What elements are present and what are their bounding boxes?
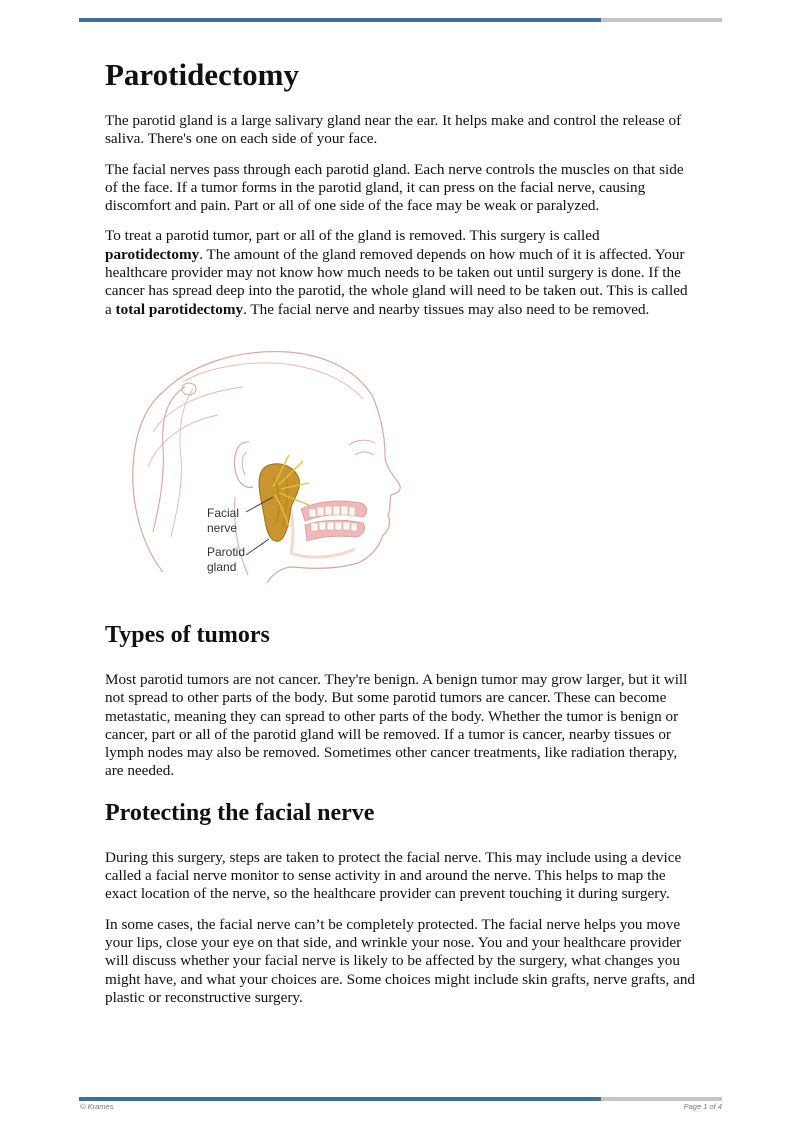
- parotid-illustration: [123, 337, 423, 587]
- treatment-bold-2: total parotidectomy: [115, 300, 244, 318]
- types-paragraph: Most parotid tumors are not cancer. They're benign. A benign tumor may grow larger, but it will not spread to other parts of the body. But some parotid tumors are cancer. These can become metastatic, meaning they can spread to other parts of the body. Whether the tumor is benign or cancer, part or all of the parotid gland will be removed. If a tumor is cancer, nearby tissues or lymph nodes may also be removed. Sometimes other cancer treatments, like radiation therapy, are needed.: [105, 670, 688, 780]
- label-parotid-line-1: Parotid: [207, 544, 246, 559]
- treatment-text-3: . The facial nerve and nearby tissues may also need to be removed.: [243, 300, 650, 318]
- types-heading: Types of tumors: [105, 621, 270, 648]
- top-rule-blue: [79, 18, 601, 22]
- treatment-text-2: . The amount of the gland removed depends on how much of it is affected. Your healthcare provider may not know how much needs to be taken out until surgery is done. If the cancer has spread deep into the parotid, the whole gland will need to be taken out. This is called a: [105, 245, 688, 318]
- ear-outline: [235, 442, 253, 487]
- label-facial-line-1: Facial: [207, 505, 240, 520]
- face-profile: [358, 397, 400, 563]
- treatment-text-1: To treat a parotid tumor, part or all of the gland is removed. This surgery is called: [105, 227, 600, 245]
- protecting-heading: Protecting the facial nerve: [105, 799, 375, 826]
- bottom-rule-blue: [79, 1097, 601, 1101]
- label-facial-line-2: nerve: [207, 520, 238, 535]
- intro-paragraph-2: The facial nerves pass through each parotid gland. Each nerve controls the muscles on that side of the face. If a tumor forms in the parotid gland, it can press on the facial nerve, causing discomfort and pain. Part or all of one side of the face may be weak or paralyzed.: [105, 160, 684, 215]
- parotid-gland-leader: [246, 539, 269, 555]
- page-title: Parotidectomy: [105, 57, 299, 92]
- jaw-line: [267, 563, 358, 583]
- head-profile-drawing: [123, 337, 423, 587]
- intro-paragraph-1: The parotid gland is a large salivary gland near the ear. It helps make and control the release of saliva. There's one on each side of your face.: [105, 112, 682, 148]
- teeth: [309, 506, 357, 531]
- treatment-paragraph: [105, 227, 697, 318]
- top-rule: [79, 18, 722, 22]
- bottom-rule: [79, 1097, 722, 1101]
- top-rule-gray: [601, 18, 722, 22]
- protecting-paragraph-1: During this surgery, steps are taken to protect the facial nerve. This may include using a device called a facial nerve monitor to sense activity in and around the nerve. This helps to map the exact location of the nerve, so the healthcare provider can prevent touching it during surgery.: [105, 848, 682, 903]
- hair-outline: [133, 352, 373, 572]
- footer-copyright: © Krames: [80, 1102, 114, 1111]
- ponytail-outline: [153, 387, 185, 532]
- footer-page-number: Page 1 of 4: [683, 1102, 722, 1111]
- label-parotid-line-2: gland: [207, 559, 237, 574]
- hair-tie: [182, 383, 196, 395]
- protecting-paragraph-2: In some cases, the facial nerve can’t be completely protected. The facial nerve helps you move your lips, close your eye on that side, and wrinkle your nose. You and your healthcare provider will discuss whether your facial nerve is likely to be affected by the surgery, what changes you might have, and what your choices are. Some choices might include skin grafts, nerve grafts, and plastic or reconstructive surgery.: [105, 915, 696, 1006]
- bottom-rule-gray: [601, 1097, 722, 1101]
- document-body: [105, 57, 697, 1019]
- treatment-bold-1: parotidectomy: [105, 245, 200, 263]
